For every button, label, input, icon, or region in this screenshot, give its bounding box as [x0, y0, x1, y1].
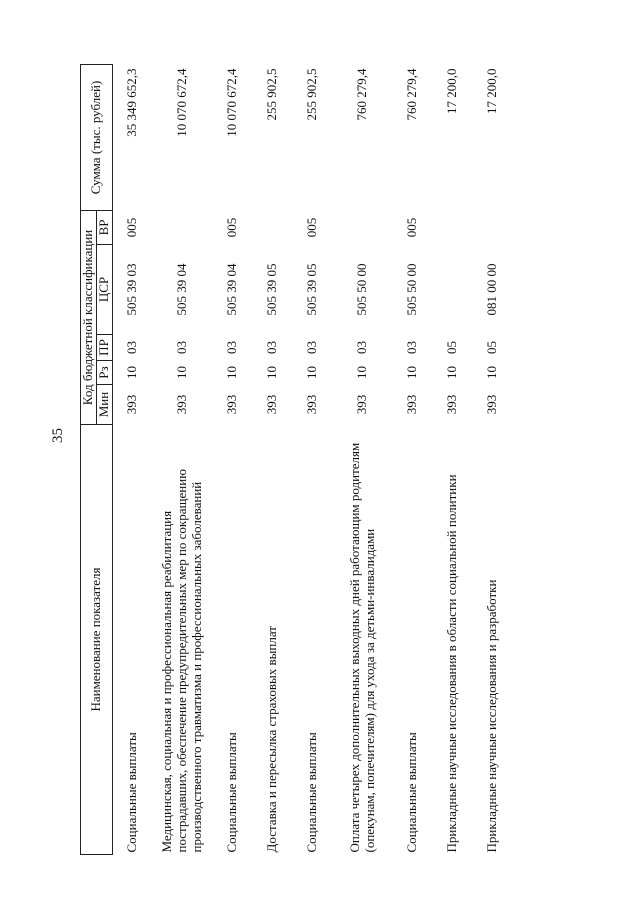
- row-name: Медицинская, социальная и профессиональная реабилитация пострадавших, обеспечение предупредительных мер по сокращению производственного травматизма и профессиональных заболеваний: [159, 469, 205, 853]
- row-vr: 005: [404, 217, 420, 238]
- row-min: 393: [224, 394, 240, 415]
- row-pr: 03: [124, 341, 140, 354]
- row-min: 393: [444, 394, 460, 415]
- table-row: [433, 64, 473, 854]
- row-pr: 03: [174, 341, 190, 354]
- row-name: Оплата четырех дополнительных выходных дней работающим родителям (опекунам, попечителям) для ухода за детьми-инвалидами: [346, 442, 377, 853]
- row-min: 393: [124, 394, 140, 415]
- budget-table: [80, 64, 513, 855]
- row-vr: [253, 210, 293, 244]
- rotated-table-container: [80, 65, 540, 855]
- row-sum: 17 200,0: [444, 68, 460, 114]
- row-vr: 005: [304, 217, 320, 238]
- row-rz: 10: [354, 366, 370, 379]
- row-rz: 10: [484, 366, 500, 379]
- row-csr: 505 50 00: [354, 263, 370, 316]
- row-name: Социальные выплаты: [124, 732, 140, 853]
- row-csr: [433, 245, 473, 335]
- row-pr: 03: [264, 341, 280, 354]
- row-sum: 10 070 672,4: [174, 68, 190, 137]
- table-header: [81, 64, 113, 854]
- table-row: [153, 64, 213, 854]
- row-sum: 255 902,5: [264, 68, 280, 121]
- table-row: [393, 64, 433, 854]
- row-name: Социальные выплаты: [304, 732, 320, 853]
- row-min: 393: [264, 394, 280, 415]
- row-rz: 10: [174, 366, 190, 379]
- row-min: 393: [484, 394, 500, 415]
- row-vr: 005: [124, 217, 140, 238]
- header-pr: ПР: [96, 335, 112, 361]
- row-csr: 505 39 04: [224, 263, 240, 316]
- row-pr: 03: [224, 341, 240, 354]
- table-row: [333, 64, 393, 854]
- row-pr: 05: [484, 341, 500, 354]
- row-vr: [473, 210, 513, 244]
- table-row: [253, 64, 293, 854]
- header-name: Наименование показателя: [81, 425, 113, 855]
- row-sum: 255 902,5: [304, 68, 320, 121]
- row-vr: 005: [224, 217, 240, 238]
- row-sum: 760 279,4: [354, 68, 370, 121]
- row-pr: 03: [404, 341, 420, 354]
- row-csr: 505 39 04: [174, 263, 190, 316]
- table-row: [213, 64, 253, 854]
- row-rz: 10: [124, 366, 140, 379]
- row-rz: 10: [264, 366, 280, 379]
- row-sum: 760 279,4: [404, 68, 420, 121]
- header-min: Мин: [96, 385, 112, 425]
- row-vr: [433, 210, 473, 244]
- table-row: [473, 64, 513, 854]
- header-code-group: Код бюджетной классификации: [81, 210, 97, 424]
- row-pr: 03: [354, 341, 370, 354]
- row-csr: 505 39 05: [264, 263, 280, 316]
- row-rz: 10: [224, 366, 240, 379]
- row-name: Прикладные научные исследования в области социальной политики: [444, 474, 460, 853]
- row-sum: 17 200,0: [484, 68, 500, 114]
- row-name: Прикладные научные исследования и разработки: [484, 579, 500, 853]
- row-vr: [153, 210, 213, 244]
- header-vr: ВР: [96, 210, 112, 244]
- row-sum: 10 070 672,4: [224, 68, 240, 137]
- row-min: 393: [354, 394, 370, 415]
- header-rz: Рз: [96, 361, 112, 385]
- row-pr: 03: [304, 341, 320, 354]
- row-pr: 05: [444, 341, 460, 354]
- row-vr: [333, 210, 393, 244]
- row-name: Доставка и пересылка страховых выплат: [264, 626, 280, 853]
- row-min: 393: [174, 394, 190, 415]
- table-row: [112, 64, 153, 854]
- header-sum: Сумма (тыс. рублей): [81, 64, 113, 210]
- table-row: [293, 64, 333, 854]
- row-name: Социальные выплаты: [404, 732, 420, 853]
- row-rz: 10: [304, 366, 320, 379]
- row-rz: 10: [404, 366, 420, 379]
- row-csr: 081 00 00: [484, 263, 500, 316]
- header-csr: ЦСР: [96, 245, 112, 335]
- row-min: 393: [304, 394, 320, 415]
- row-name: Социальные выплаты: [224, 732, 240, 853]
- row-rz: 10: [444, 366, 460, 379]
- row-csr: 505 50 00: [404, 263, 420, 316]
- row-csr: 505 39 05: [304, 263, 320, 316]
- row-sum: 35 349 652,3: [124, 68, 140, 137]
- row-min: 393: [404, 394, 420, 415]
- page-number: 35: [50, 428, 66, 443]
- table-body: [112, 64, 513, 854]
- row-csr: 505 39 03: [124, 263, 140, 316]
